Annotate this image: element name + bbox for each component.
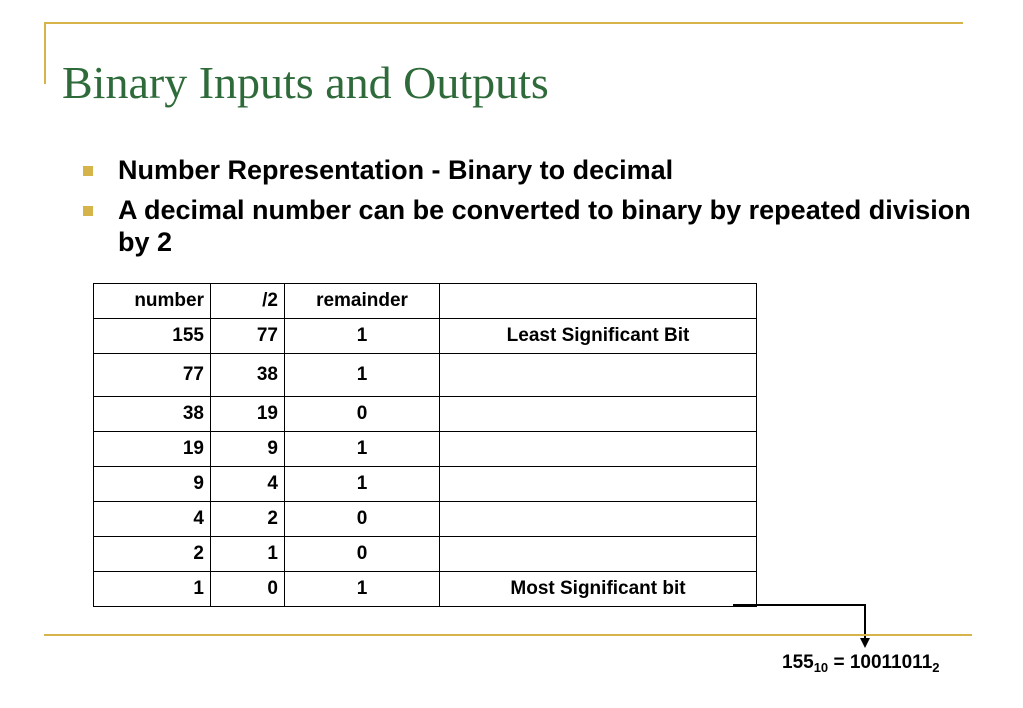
bullet-text: A decimal number can be converted to binary by repeated division by 2	[118, 195, 971, 257]
result-decimal-base: 10	[813, 660, 829, 675]
cell-number: 1	[94, 572, 211, 607]
cell-remainder: 1	[285, 432, 440, 467]
cell-half: 19	[211, 397, 285, 432]
cell-half: 0	[211, 572, 285, 607]
cell-half: 77	[211, 319, 285, 354]
result-equals: =	[828, 652, 850, 673]
bottom-rule	[44, 634, 972, 636]
cell-half: 2	[211, 502, 285, 537]
cell-remainder: 1	[285, 572, 440, 607]
cell-number: 155	[94, 319, 211, 354]
cell-number: 38	[94, 397, 211, 432]
cell-half: 1	[211, 537, 285, 572]
cell-number: 9	[94, 467, 211, 502]
cell-half: 9	[211, 432, 285, 467]
cell-remainder: 1	[285, 354, 440, 397]
result-binary: 10011011	[849, 652, 933, 673]
conversion-result	[782, 652, 940, 675]
bullet-text: Number Representation - Binary to decimal	[118, 155, 674, 185]
header-remainder: remainder	[285, 284, 440, 319]
cell-number: 19	[94, 432, 211, 467]
cell-note: Most Significant bit	[440, 572, 757, 607]
header-half: /2	[211, 284, 285, 319]
cell-remainder: 0	[285, 397, 440, 432]
arrowhead-icon	[860, 638, 870, 648]
cell-half: 4	[211, 467, 285, 502]
cell-half: 38	[211, 354, 285, 397]
cell-remainder: 0	[285, 537, 440, 572]
cell-remainder: 1	[285, 319, 440, 354]
result-decimal: 155	[782, 652, 814, 673]
slide-title: Binary Inputs and Outputs	[62, 57, 549, 108]
cell-remainder: 1	[285, 467, 440, 502]
result-binary-base: 2	[932, 660, 940, 675]
cell-note: Least Significant Bit	[440, 319, 757, 354]
cell-remainder: 0	[285, 502, 440, 537]
cell-number: 2	[94, 537, 211, 572]
cell-number: 77	[94, 354, 211, 397]
header-number: number	[94, 284, 211, 319]
cell-number: 4	[94, 502, 211, 537]
